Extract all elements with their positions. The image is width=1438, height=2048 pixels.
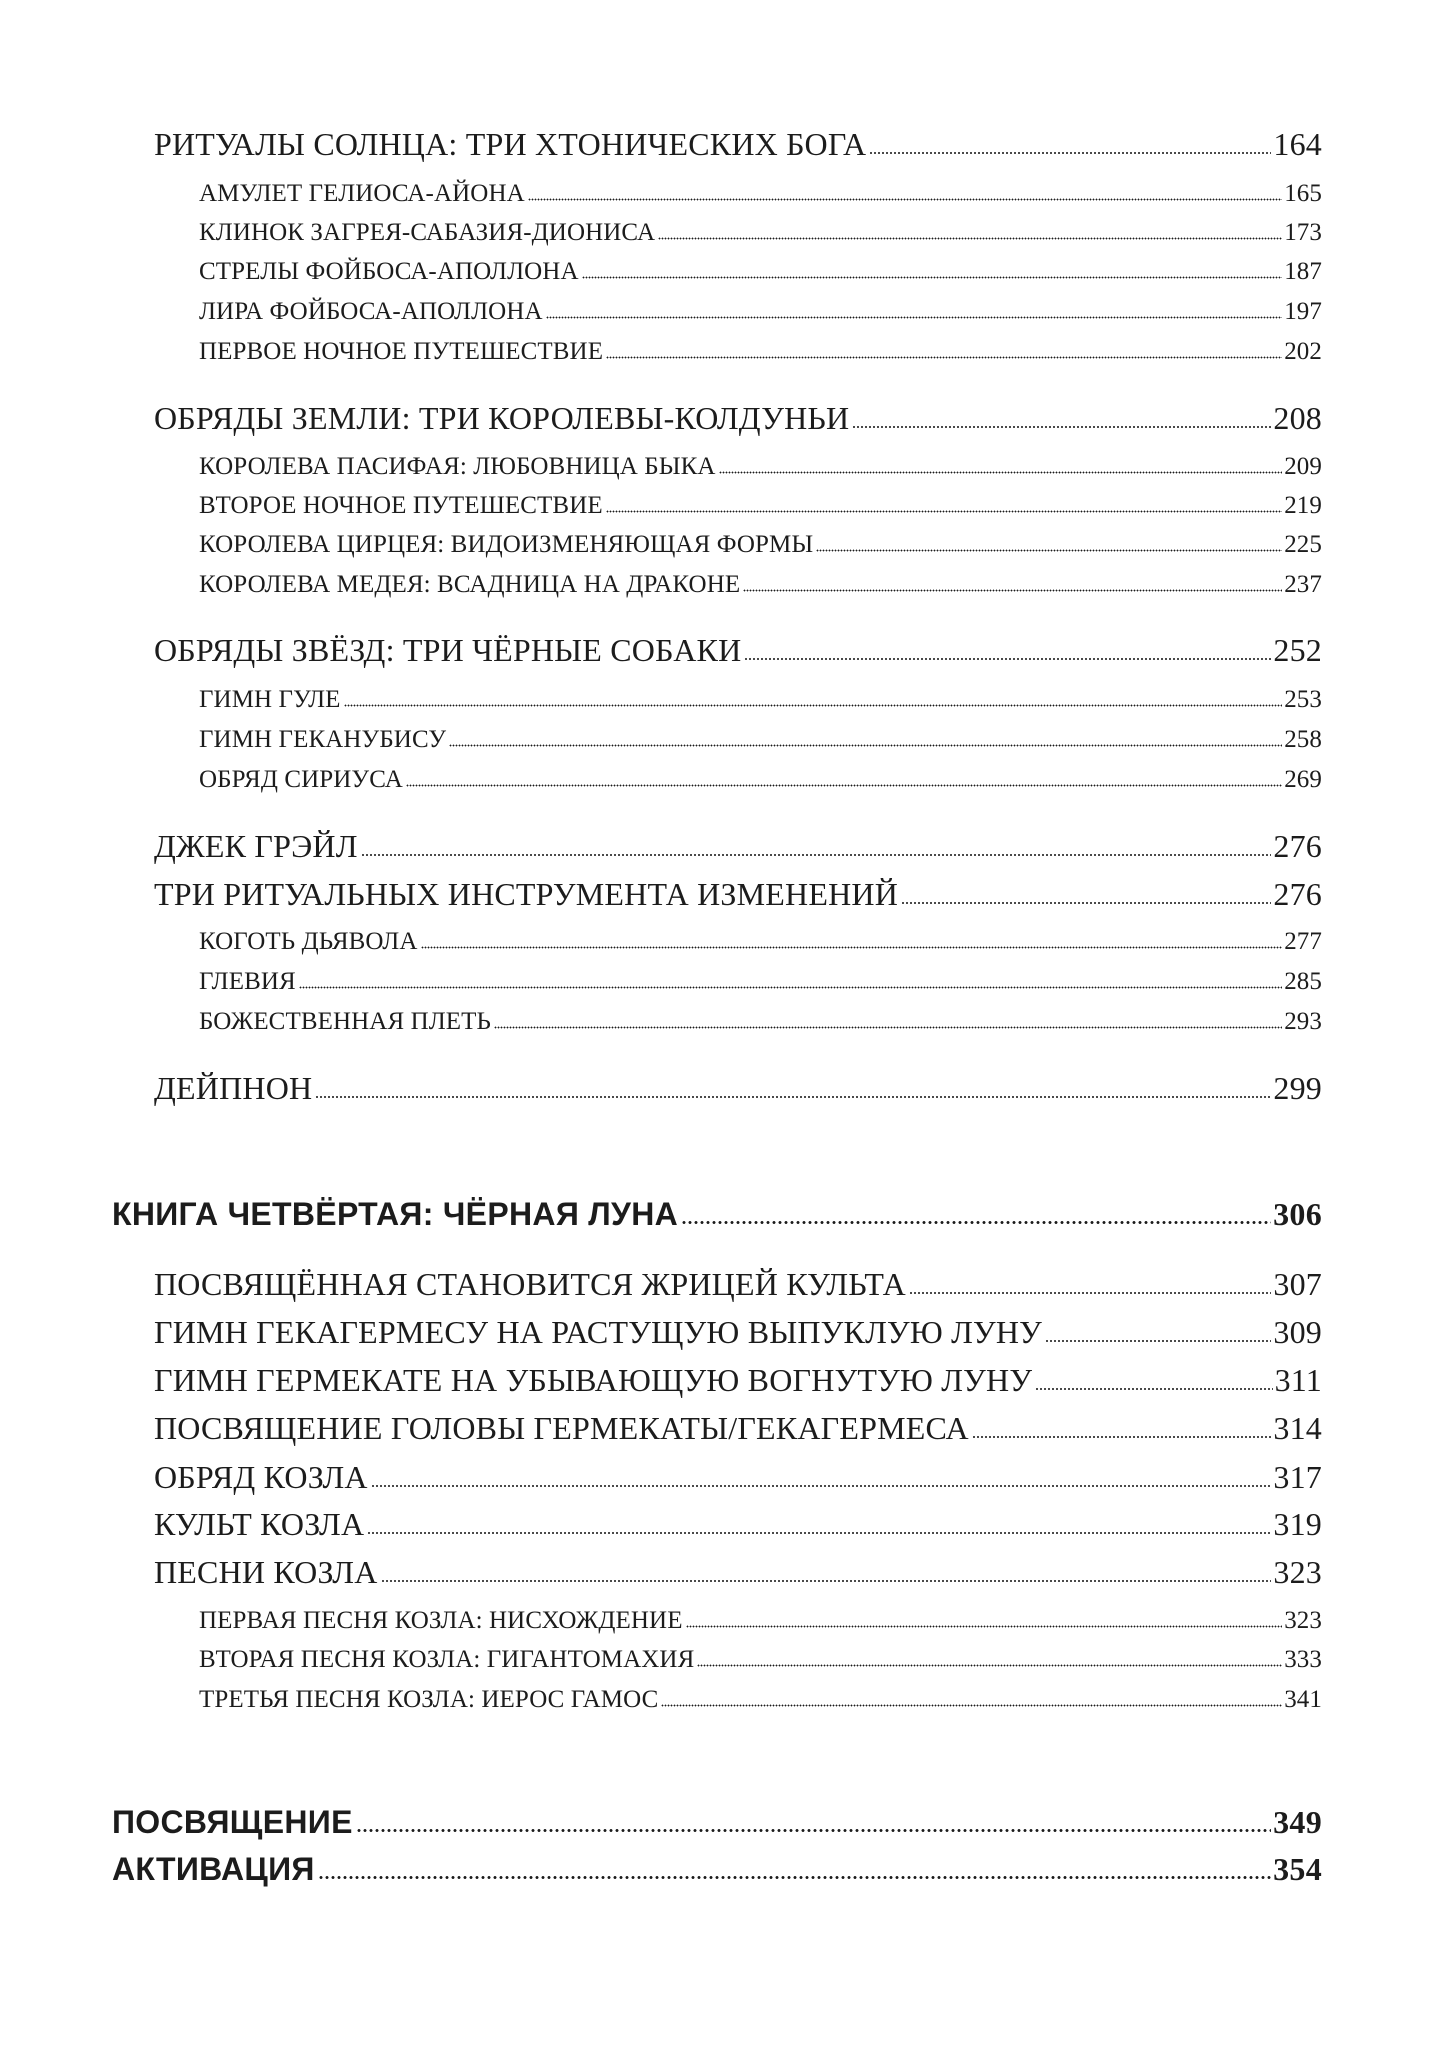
toc-entry-label: КУЛЬТ КОЗЛА	[154, 1506, 365, 1542]
dot-leader	[1045, 1339, 1271, 1343]
dot-leader	[528, 198, 1282, 201]
toc-entry-label: РИТУАЛЫ СОЛНЦА: ТРИ ХТОНИЧЕСКИХ БОГА	[154, 126, 867, 162]
dot-leader	[367, 1531, 1271, 1535]
toc-entry-label: ПЕРВАЯ ПЕСНЯ КОЗЛА: НИСХОЖДЕНИЕ	[199, 1607, 683, 1634]
toc-entry[interactable]	[154, 1070, 1322, 1107]
toc-entry-page: 237	[1284, 571, 1322, 598]
dot-leader	[686, 1625, 1283, 1628]
toc-subentry[interactable]	[199, 531, 1322, 559]
toc-entry[interactable]	[154, 828, 1322, 865]
toc-subentry[interactable]	[199, 686, 1322, 714]
toc-entry[interactable]	[154, 1459, 1322, 1496]
toc-entry-label: ВТОРОЕ НОЧНОЕ ПУТЕШЕСТВИЕ	[199, 492, 603, 519]
toc-entry-page: 219	[1284, 492, 1322, 519]
toc-entry[interactable]	[154, 1314, 1322, 1351]
toc-subentry[interactable]	[199, 338, 1322, 366]
toc-subentry[interactable]	[199, 1646, 1322, 1674]
toc-entry-label: ГЛЕВИЯ	[199, 968, 296, 995]
toc-entry-label: КОРОЛЕВА ПАСИФАЯ: ЛЮБОВНИЦА БЫКА	[199, 453, 716, 480]
toc-subentry[interactable]	[199, 298, 1322, 326]
toc-book-heading[interactable]	[112, 1804, 1322, 1841]
toc-entry-label: ПЕРВОЕ НОЧНОЕ ПУТЕШЕСТВИЕ	[199, 338, 604, 365]
toc-entry-label: КОРОЛЕВА ЦИРЦЕЯ: ВИДОИЗМЕНЯЮЩАЯ ФОРМЫ	[199, 531, 814, 558]
toc-entry[interactable]	[154, 1266, 1322, 1303]
toc-entry-page: 253	[1284, 686, 1322, 713]
toc-entry-page: 285	[1284, 968, 1322, 995]
toc-subentry[interactable]	[199, 571, 1322, 599]
toc-subentry[interactable]	[199, 453, 1322, 481]
toc-subentry[interactable]	[199, 766, 1322, 794]
toc-subentry[interactable]	[199, 968, 1322, 996]
toc-entry-page: 314	[1273, 1410, 1322, 1446]
toc-entry-label: БОЖЕСТВЕННАЯ ПЛЕТЬ	[199, 1008, 491, 1035]
toc-entry-label: АМУЛЕТ ГЕЛИОСА-АЙОНА	[199, 180, 525, 207]
dot-leader	[421, 946, 1283, 949]
toc-entry-label: ПОСВЯЩЁННАЯ СТАНОВИТСЯ ЖРИЦЕЙ КУЛЬТА	[154, 1266, 906, 1302]
dot-leader	[344, 704, 1283, 707]
toc-entry-label: ОБРЯДЫ ЗВЁЗД: ТРИ ЧЁРНЫЕ СОБАКИ	[154, 632, 742, 668]
dot-leader	[381, 1579, 1272, 1583]
dot-leader	[972, 1435, 1272, 1439]
toc-entry-page: 354	[1273, 1851, 1322, 1887]
toc-entry-page: 209	[1284, 453, 1322, 480]
toc-entry-label: ВТОРАЯ ПЕСНЯ КОЗЛА: ГИГАНТОМАХИЯ	[199, 1646, 695, 1673]
toc-entry-page: 277	[1284, 928, 1322, 955]
toc-entry-page: 349	[1273, 1804, 1322, 1840]
dot-leader	[744, 657, 1271, 661]
toc-entry-label: ДЕЙПНОН	[154, 1070, 313, 1106]
toc-entry-label: КНИГА ЧЕТВЁРТАЯ: ЧЁРНАЯ ЛУНА	[112, 1196, 679, 1232]
dot-leader	[816, 549, 1282, 552]
toc-entry-label: ПОСВЯЩЕНИЕ ГОЛОВЫ ГЕРМЕКАТЫ/ГЕКАГЕРМЕСА	[154, 1410, 969, 1446]
toc-entry-label: ТРЕТЬЯ ПЕСНЯ КОЗЛА: ИЕРОС ГАМОС	[199, 1686, 659, 1713]
dot-leader	[852, 425, 1271, 429]
toc-entry-page: 202	[1284, 338, 1322, 365]
toc-entry-page: 323	[1284, 1607, 1322, 1634]
toc-entry-page: 341	[1284, 1686, 1322, 1713]
toc-entry-label: ПОСВЯЩЕНИЕ	[112, 1804, 353, 1840]
dot-leader	[318, 1875, 1271, 1880]
toc-entry-page: 309	[1273, 1314, 1322, 1350]
dot-leader	[869, 151, 1271, 155]
toc-entry-page: 307	[1273, 1266, 1322, 1302]
dot-leader	[901, 901, 1271, 905]
dot-leader	[606, 356, 1282, 359]
toc-entry-page: 319	[1273, 1506, 1322, 1542]
dot-leader	[658, 237, 1282, 240]
toc-entry-label: ПЕСНИ КОЗЛА	[154, 1554, 378, 1590]
toc-entry-label: ГИМН ГЕРМЕКАТЕ НА УБЫВАЮЩУЮ ВОГНУТУЮ ЛУНУ	[154, 1362, 1033, 1398]
toc-entry-page: 208	[1273, 400, 1322, 436]
toc-entry-page: 317	[1273, 1459, 1322, 1495]
dot-leader	[582, 276, 1283, 279]
toc-entry-label: ОБРЯД СИРИУСА	[199, 766, 403, 793]
dot-leader	[546, 316, 1283, 319]
toc-entry-label: СТРЕЛЫ ФОЙБОСА-АПОЛЛОНА	[199, 258, 579, 285]
toc-entry-page: 311	[1274, 1362, 1322, 1398]
dot-leader	[661, 1704, 1282, 1707]
toc-entry[interactable]	[154, 1362, 1322, 1399]
dot-leader	[371, 1484, 1272, 1488]
toc-subentry[interactable]	[199, 180, 1322, 208]
toc-entry-page: 164	[1273, 126, 1322, 162]
toc-subentry[interactable]	[199, 492, 1322, 520]
dot-leader	[315, 1095, 1271, 1099]
toc-entry-label: ТРИ РИТУАЛЬНЫХ ИНСТРУМЕНТА ИЗМЕНЕНИЙ	[154, 876, 899, 912]
toc-entry-label: ГИМН ГЕКАГЕРМЕСУ НА РАСТУЩУЮ ВЫПУКЛУЮ ЛУНУ	[154, 1314, 1043, 1350]
toc-entry-label: ГИМН ГЕКАНУБИСУ	[199, 726, 447, 753]
toc-book-heading[interactable]	[112, 1196, 1322, 1233]
toc-entry-page: 276	[1273, 876, 1322, 912]
toc-entry-label: КОГОТЬ ДЬЯВОЛА	[199, 928, 418, 955]
toc-entry-page: 173	[1284, 219, 1322, 246]
toc-subentry[interactable]	[199, 1008, 1322, 1036]
toc-entry[interactable]	[154, 1554, 1322, 1591]
toc-subentry[interactable]	[199, 219, 1322, 247]
toc-entry-page: 333	[1284, 1646, 1322, 1673]
toc-entry-label: ОБРЯДЫ ЗЕМЛИ: ТРИ КОРОЛЕВЫ-КОЛДУНЬИ	[154, 400, 850, 436]
toc-entry-page: 225	[1284, 531, 1322, 558]
dot-leader	[406, 784, 1282, 787]
toc-entry-page: 299	[1273, 1070, 1322, 1106]
toc-entry-page: 197	[1284, 298, 1322, 325]
toc-entry[interactable]	[154, 1506, 1322, 1543]
dot-leader	[909, 1291, 1272, 1295]
dot-leader	[299, 986, 1282, 989]
toc-entry[interactable]	[154, 632, 1322, 669]
dot-leader	[494, 1026, 1282, 1029]
toc-entry-page: 276	[1273, 828, 1322, 864]
dot-leader	[449, 744, 1282, 747]
dot-leader	[1035, 1387, 1272, 1391]
toc-entry[interactable]	[154, 400, 1322, 437]
toc-entry-label: КОРОЛЕВА МЕДЕЯ: ВСАДНИЦА НА ДРАКОНЕ	[199, 571, 741, 598]
toc-entry-page: 306	[1273, 1196, 1322, 1232]
toc-entry-page: 252	[1273, 632, 1322, 668]
dot-leader	[606, 510, 1282, 513]
toc-entry-page: 165	[1284, 180, 1322, 207]
toc-entry-page: 269	[1284, 766, 1322, 793]
dot-leader	[681, 1220, 1271, 1225]
toc-entry-page: 187	[1284, 258, 1322, 285]
dot-leader	[697, 1664, 1282, 1667]
toc-entry-label: ГИМН ГУЛЕ	[199, 686, 341, 713]
toc-entry-page: 258	[1284, 726, 1322, 753]
toc-subentry[interactable]	[199, 726, 1322, 754]
toc-entry-label: АКТИВАЦИЯ	[112, 1851, 315, 1887]
toc-subentry[interactable]	[199, 1686, 1322, 1714]
toc-entry-page: 323	[1273, 1554, 1322, 1590]
toc-entry-label: ЛИРА ФОЙБОСА-АПОЛЛОНА	[199, 298, 543, 325]
toc-subentry[interactable]	[199, 1607, 1322, 1635]
toc-entry[interactable]	[154, 126, 1322, 163]
toc-subentry[interactable]	[199, 928, 1322, 956]
dot-leader	[361, 853, 1272, 857]
dot-leader	[743, 589, 1282, 592]
toc-entry-label: ОБРЯД КОЗЛА	[154, 1459, 368, 1495]
dot-leader	[719, 471, 1283, 474]
toc-entry[interactable]	[154, 1410, 1322, 1447]
toc-entry-page: 293	[1284, 1008, 1322, 1035]
toc-subentry[interactable]	[199, 258, 1322, 286]
toc-entry-label: ДЖЕК ГРЭЙЛ	[154, 828, 358, 864]
toc-entry-label: КЛИНОК ЗАГРЕЯ-САБАЗИЯ-ДИОНИСА	[199, 219, 656, 246]
toc-entry[interactable]	[154, 876, 1322, 913]
dot-leader	[356, 1828, 1271, 1833]
toc-book-heading[interactable]	[112, 1851, 1322, 1888]
